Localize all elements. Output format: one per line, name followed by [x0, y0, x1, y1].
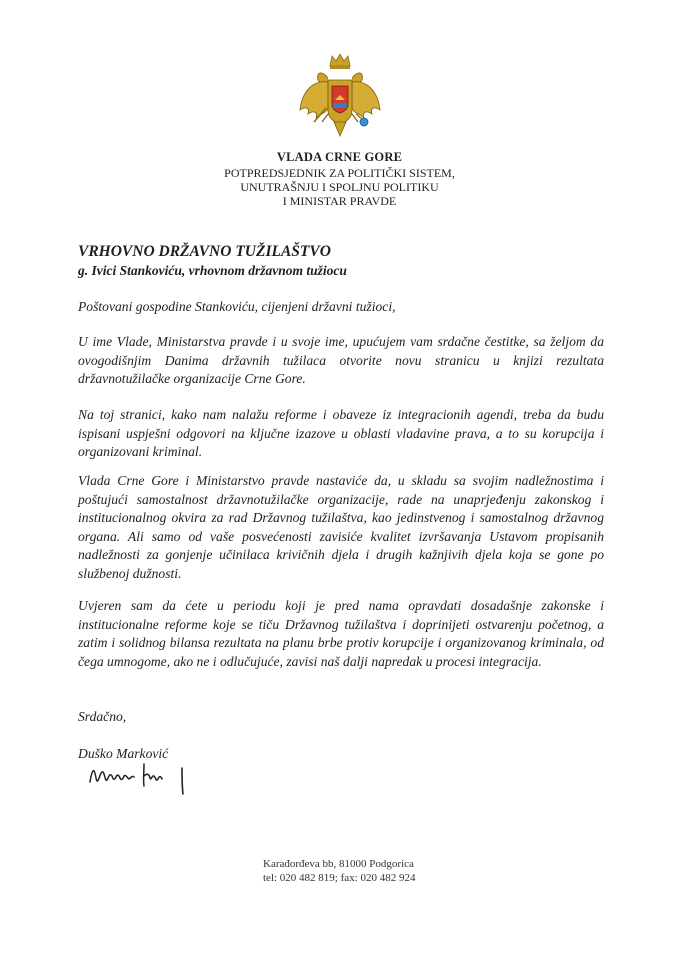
- department-line: I MINISTAR PRAVDE: [282, 194, 397, 208]
- letter-paragraph: Na toj stranici, kako nam nalažu reforme i obaveze iz integracionih agendi, treba da budu ispisani uspješni odgovori na ključne izazove u oblasti vladavine prava, a to su korupcija i organizovani kriminal.: [78, 407, 604, 460]
- letter-closing: Srdačno,: [78, 709, 127, 724]
- recipient-person: g. Ivici Stankoviću, vrhovnom državnom tužiocu: [78, 263, 347, 278]
- department-line: POTPREDSJEDNIK ZA POLITIČKI SISTEM,: [224, 166, 455, 180]
- footer-block: [263, 858, 415, 885]
- recipient-institution: VRHOVNO DRŽAVNO TUŽILAŠTVO: [78, 243, 331, 260]
- footer-address: Karađorđeva bb, 81000 Podgorica: [263, 858, 414, 870]
- signer-name: Duško Marković: [78, 746, 169, 761]
- letter-greeting: Poštovani gospodine Stankoviću, cijenjeni državni tužioci,: [78, 299, 396, 314]
- handwritten-signature-icon: [86, 756, 211, 798]
- organization-name: VLADA CRNE GORE: [276, 150, 403, 164]
- footer-contact: tel: 020 482 819; fax: 020 482 924: [263, 871, 416, 884]
- department-block: [0, 166, 679, 208]
- letter-paragraph: Vlada Crne Gore i Ministarstvo pravde nastaviće da, u skladu sa svojim nadležnostima i poštujući samostalnost državnotužilačke organizacije, rade na unaprjeđenju zakonskog i institucionalnog okvira za rad Državnog tužilaštva, kao jedinstvenog i samostalnog državnog organa. Ali samo od vaše posvećenosti zavisiće kvalitet izvršavanja Ustavom propisanih nadležnosti za gonjenje učinilaca krivičnih djela i drugih kažnjivih djela koja se gone po službenoj dužnosti.: [78, 473, 604, 581]
- department-line: UNUTRAŠNJU I SPOLJNU POLITIKU: [240, 180, 439, 194]
- letter-paragraph: Uvjeren sam da ćete u periodu koji je pred nama opravdati dosadašnje zakonske i institucionalne reforme koje se tiču Državnog tužilaštva i doprinijeti ostvarenju početnog, a zatim i solidnog bilansa rezultata na planu brbe protiv korupcije i organizovanog kriminala, od čega umnogome, ako ne i odlučujuće, zavisi naš dalji napredak u procesi integracija.: [78, 598, 604, 669]
- montenegro-coat-of-arms-icon: [298, 52, 382, 148]
- letter-paragraph: U ime Vlade, Ministarstva pravde i u svoje ime, upućujem vam srdačne čestitke, sa željom da ovogodišnjim Danima državnih tužilaca otvorite novu stranicu u knjizi rezultata državnotužilačke organizacije Crne Gore.: [78, 334, 604, 387]
